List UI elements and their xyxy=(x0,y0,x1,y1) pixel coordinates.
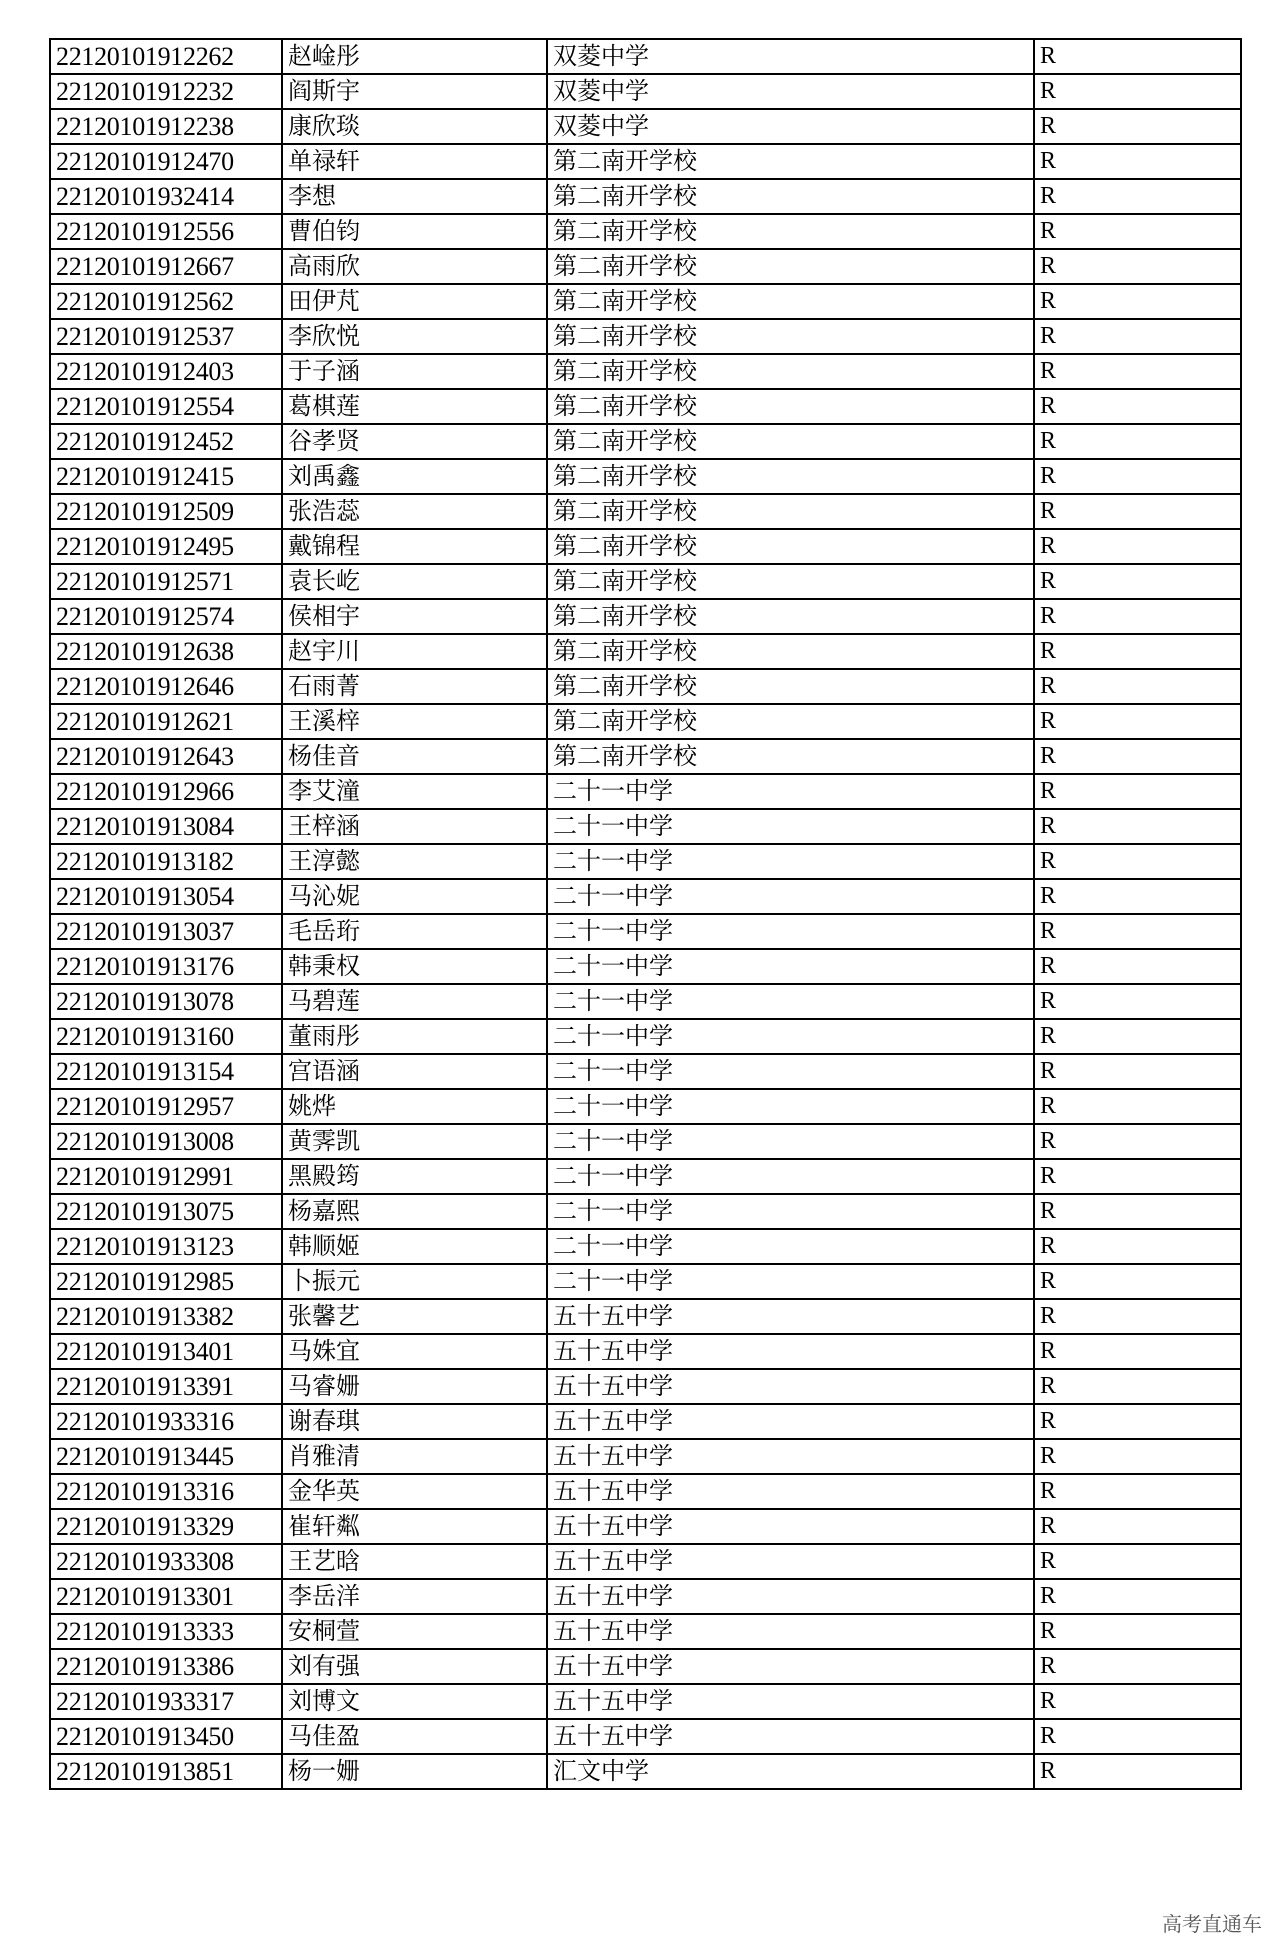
student-name-cell: 刘禹鑫 xyxy=(282,459,547,494)
school-cell: 双菱中学 xyxy=(547,39,1034,74)
grade-cell: R xyxy=(1034,494,1241,529)
table-row xyxy=(50,599,1241,634)
student-name-cell: 杨一姗 xyxy=(282,1754,547,1789)
student-name-cell: 王淳懿 xyxy=(282,844,547,879)
school-cell: 五十五中学 xyxy=(547,1299,1034,1334)
student-id-cell: 22120101912495 xyxy=(50,529,282,564)
school-cell: 二十一中学 xyxy=(547,879,1034,914)
grade-cell: R xyxy=(1034,74,1241,109)
table-row xyxy=(50,109,1241,144)
table-row xyxy=(50,214,1241,249)
student-name-cell: 刘博文 xyxy=(282,1684,547,1719)
student-id-cell: 22120101913333 xyxy=(50,1614,282,1649)
student-id-cell: 22120101913084 xyxy=(50,809,282,844)
table-row xyxy=(50,144,1241,179)
student-name-cell: 黄霁凯 xyxy=(282,1124,547,1159)
table-row xyxy=(50,1649,1241,1684)
table-row xyxy=(50,1439,1241,1474)
school-cell: 五十五中学 xyxy=(547,1719,1034,1754)
student-id-cell: 22120101913176 xyxy=(50,949,282,984)
student-name-cell: 阎斯宇 xyxy=(282,74,547,109)
student-name-cell: 卜振元 xyxy=(282,1264,547,1299)
table-row xyxy=(50,949,1241,984)
student-id-cell: 22120101913386 xyxy=(50,1649,282,1684)
table-row xyxy=(50,1124,1241,1159)
student-id-cell: 22120101912571 xyxy=(50,564,282,599)
student-id-cell: 22120101913445 xyxy=(50,1439,282,1474)
student-name-cell: 毛岳珩 xyxy=(282,914,547,949)
student-id-cell: 22120101933317 xyxy=(50,1684,282,1719)
school-cell: 第二南开学校 xyxy=(547,634,1034,669)
table-row xyxy=(50,879,1241,914)
table-row xyxy=(50,1159,1241,1194)
table-row xyxy=(50,179,1241,214)
school-cell: 五十五中学 xyxy=(547,1544,1034,1579)
student-id-cell: 22120101913182 xyxy=(50,844,282,879)
table-row xyxy=(50,1404,1241,1439)
grade-cell: R xyxy=(1034,284,1241,319)
grade-cell: R xyxy=(1034,459,1241,494)
school-cell: 第二南开学校 xyxy=(547,459,1034,494)
student-id-cell: 22120101933316 xyxy=(50,1404,282,1439)
student-id-cell: 22120101912646 xyxy=(50,669,282,704)
school-cell: 第二南开学校 xyxy=(547,739,1034,774)
student-id-cell: 22120101913382 xyxy=(50,1299,282,1334)
grade-cell: R xyxy=(1034,1369,1241,1404)
student-name-cell: 于子涵 xyxy=(282,354,547,389)
student-name-cell: 张浩蕊 xyxy=(282,494,547,529)
student-name-cell: 戴锦程 xyxy=(282,529,547,564)
student-id-cell: 22120101912232 xyxy=(50,74,282,109)
student-name-cell: 袁长屹 xyxy=(282,564,547,599)
grade-cell: R xyxy=(1034,1509,1241,1544)
grade-cell: R xyxy=(1034,1054,1241,1089)
school-cell: 第二南开学校 xyxy=(547,494,1034,529)
student-name-cell: 赵崯彤 xyxy=(282,39,547,74)
school-cell: 第二南开学校 xyxy=(547,354,1034,389)
table-row xyxy=(50,634,1241,669)
school-cell: 五十五中学 xyxy=(547,1649,1034,1684)
table-row xyxy=(50,74,1241,109)
table-row xyxy=(50,809,1241,844)
table-row xyxy=(50,1684,1241,1719)
student-name-cell: 马睿姗 xyxy=(282,1369,547,1404)
table-row xyxy=(50,914,1241,949)
school-cell: 第二南开学校 xyxy=(547,599,1034,634)
student-name-cell: 谢春琪 xyxy=(282,1404,547,1439)
grade-cell: R xyxy=(1034,1614,1241,1649)
student-id-cell: 22120101912554 xyxy=(50,389,282,424)
student-name-cell: 杨佳音 xyxy=(282,739,547,774)
grade-cell: R xyxy=(1034,179,1241,214)
school-cell: 五十五中学 xyxy=(547,1334,1034,1369)
school-cell: 第二南开学校 xyxy=(547,144,1034,179)
student-name-cell: 宫语涵 xyxy=(282,1054,547,1089)
student-name-cell: 安桐萱 xyxy=(282,1614,547,1649)
table-row xyxy=(50,1229,1241,1264)
school-cell: 第二南开学校 xyxy=(547,319,1034,354)
roster-table xyxy=(49,38,1242,1790)
grade-cell: R xyxy=(1034,1334,1241,1369)
student-name-cell: 石雨菁 xyxy=(282,669,547,704)
school-cell: 二十一中学 xyxy=(547,1054,1034,1089)
school-cell: 二十一中学 xyxy=(547,809,1034,844)
school-cell: 二十一中学 xyxy=(547,949,1034,984)
roster-table-body xyxy=(50,39,1241,1789)
table-row xyxy=(50,1054,1241,1089)
table-row xyxy=(50,1264,1241,1299)
student-id-cell: 22120101912621 xyxy=(50,704,282,739)
student-name-cell: 王溪梓 xyxy=(282,704,547,739)
table-row xyxy=(50,1754,1241,1789)
grade-cell: R xyxy=(1034,704,1241,739)
school-cell: 第二南开学校 xyxy=(547,564,1034,599)
student-id-cell: 22120101913160 xyxy=(50,1019,282,1054)
school-cell: 第二南开学校 xyxy=(547,214,1034,249)
school-cell: 五十五中学 xyxy=(547,1614,1034,1649)
student-name-cell: 马沁妮 xyxy=(282,879,547,914)
school-cell: 第二南开学校 xyxy=(547,389,1034,424)
student-name-cell: 崔轩粼 xyxy=(282,1509,547,1544)
student-name-cell: 侯相宇 xyxy=(282,599,547,634)
grade-cell: R xyxy=(1034,564,1241,599)
grade-cell: R xyxy=(1034,914,1241,949)
school-cell: 二十一中学 xyxy=(547,1159,1034,1194)
student-name-cell: 董雨彤 xyxy=(282,1019,547,1054)
school-cell: 二十一中学 xyxy=(547,914,1034,949)
student-id-cell: 22120101932414 xyxy=(50,179,282,214)
student-id-cell: 22120101912667 xyxy=(50,249,282,284)
student-name-cell: 赵宇川 xyxy=(282,634,547,669)
student-id-cell: 22120101913301 xyxy=(50,1579,282,1614)
grade-cell: R xyxy=(1034,1754,1241,1789)
grade-cell: R xyxy=(1034,1579,1241,1614)
grade-cell: R xyxy=(1034,1474,1241,1509)
school-cell: 二十一中学 xyxy=(547,1089,1034,1124)
student-name-cell: 高雨欣 xyxy=(282,249,547,284)
table-row xyxy=(50,249,1241,284)
grade-cell: R xyxy=(1034,109,1241,144)
table-row xyxy=(50,1019,1241,1054)
student-name-cell: 黑殿筠 xyxy=(282,1159,547,1194)
student-id-cell: 22120101913851 xyxy=(50,1754,282,1789)
table-row xyxy=(50,424,1241,459)
student-id-cell: 22120101912638 xyxy=(50,634,282,669)
table-row xyxy=(50,1719,1241,1754)
student-name-cell: 韩秉权 xyxy=(282,949,547,984)
table-row xyxy=(50,529,1241,564)
student-name-cell: 马碧莲 xyxy=(282,984,547,1019)
student-id-cell: 22120101912562 xyxy=(50,284,282,319)
table-row xyxy=(50,459,1241,494)
grade-cell: R xyxy=(1034,1194,1241,1229)
table-row xyxy=(50,1334,1241,1369)
student-name-cell: 马佳盈 xyxy=(282,1719,547,1754)
grade-cell: R xyxy=(1034,354,1241,389)
table-row xyxy=(50,354,1241,389)
school-cell: 第二南开学校 xyxy=(547,424,1034,459)
grade-cell: R xyxy=(1034,1089,1241,1124)
school-cell: 第二南开学校 xyxy=(547,284,1034,319)
school-cell: 二十一中学 xyxy=(547,774,1034,809)
grade-cell: R xyxy=(1034,634,1241,669)
grade-cell: R xyxy=(1034,669,1241,704)
student-id-cell: 22120101913037 xyxy=(50,914,282,949)
student-name-cell: 韩顺姬 xyxy=(282,1229,547,1264)
student-id-cell: 22120101913450 xyxy=(50,1719,282,1754)
student-name-cell: 谷孝贤 xyxy=(282,424,547,459)
table-row xyxy=(50,1369,1241,1404)
school-cell: 双菱中学 xyxy=(547,109,1034,144)
grade-cell: R xyxy=(1034,1544,1241,1579)
school-cell: 五十五中学 xyxy=(547,1439,1034,1474)
grade-cell: R xyxy=(1034,879,1241,914)
grade-cell: R xyxy=(1034,1019,1241,1054)
grade-cell: R xyxy=(1034,949,1241,984)
student-name-cell: 李欣悦 xyxy=(282,319,547,354)
school-cell: 第二南开学校 xyxy=(547,179,1034,214)
student-id-cell: 22120101913054 xyxy=(50,879,282,914)
student-name-cell: 李岳洋 xyxy=(282,1579,547,1614)
grade-cell: R xyxy=(1034,1264,1241,1299)
student-name-cell: 李艾潼 xyxy=(282,774,547,809)
school-cell: 五十五中学 xyxy=(547,1404,1034,1439)
grade-cell: R xyxy=(1034,319,1241,354)
student-id-cell: 22120101912991 xyxy=(50,1159,282,1194)
table-row xyxy=(50,1474,1241,1509)
grade-cell: R xyxy=(1034,1299,1241,1334)
table-row xyxy=(50,984,1241,1019)
student-name-cell: 曹伯钧 xyxy=(282,214,547,249)
student-name-cell: 刘有强 xyxy=(282,1649,547,1684)
table-row xyxy=(50,494,1241,529)
student-name-cell: 王艺晗 xyxy=(282,1544,547,1579)
school-cell: 二十一中学 xyxy=(547,844,1034,879)
student-id-cell: 22120101912470 xyxy=(50,144,282,179)
table-row xyxy=(50,284,1241,319)
student-id-cell: 22120101912238 xyxy=(50,109,282,144)
table-row xyxy=(50,1089,1241,1124)
student-name-cell: 马姝宜 xyxy=(282,1334,547,1369)
grade-cell: R xyxy=(1034,529,1241,564)
student-id-cell: 22120101913329 xyxy=(50,1509,282,1544)
grade-cell: R xyxy=(1034,1719,1241,1754)
grade-cell: R xyxy=(1034,844,1241,879)
student-id-cell: 22120101913316 xyxy=(50,1474,282,1509)
grade-cell: R xyxy=(1034,249,1241,284)
grade-cell: R xyxy=(1034,1439,1241,1474)
student-name-cell: 单禄轩 xyxy=(282,144,547,179)
student-name-cell: 康欣琰 xyxy=(282,109,547,144)
student-name-cell: 王梓涵 xyxy=(282,809,547,844)
grade-cell: R xyxy=(1034,1404,1241,1439)
school-cell: 五十五中学 xyxy=(547,1684,1034,1719)
table-row xyxy=(50,669,1241,704)
student-id-cell: 22120101933308 xyxy=(50,1544,282,1579)
student-id-cell: 22120101913123 xyxy=(50,1229,282,1264)
grade-cell: R xyxy=(1034,214,1241,249)
grade-cell: R xyxy=(1034,1124,1241,1159)
student-name-cell: 金华英 xyxy=(282,1474,547,1509)
grade-cell: R xyxy=(1034,1229,1241,1264)
table-row xyxy=(50,1194,1241,1229)
table-row xyxy=(50,1579,1241,1614)
school-cell: 第二南开学校 xyxy=(547,704,1034,739)
watermark-text: 高考直通车 xyxy=(1162,1912,1262,1936)
student-name-cell: 张馨艺 xyxy=(282,1299,547,1334)
school-cell: 二十一中学 xyxy=(547,1124,1034,1159)
student-id-cell: 22120101912957 xyxy=(50,1089,282,1124)
student-id-cell: 22120101912556 xyxy=(50,214,282,249)
table-row xyxy=(50,1544,1241,1579)
student-id-cell: 22120101912452 xyxy=(50,424,282,459)
student-id-cell: 22120101913154 xyxy=(50,1054,282,1089)
school-cell: 双菱中学 xyxy=(547,74,1034,109)
table-row xyxy=(50,844,1241,879)
table-row xyxy=(50,1299,1241,1334)
school-cell: 五十五中学 xyxy=(547,1509,1034,1544)
grade-cell: R xyxy=(1034,774,1241,809)
student-id-cell: 22120101912537 xyxy=(50,319,282,354)
grade-cell: R xyxy=(1034,739,1241,774)
student-id-cell: 22120101912985 xyxy=(50,1264,282,1299)
school-cell: 五十五中学 xyxy=(547,1474,1034,1509)
table-row xyxy=(50,1614,1241,1649)
student-name-cell: 杨嘉熙 xyxy=(282,1194,547,1229)
table-row xyxy=(50,319,1241,354)
table-row xyxy=(50,704,1241,739)
school-cell: 第二南开学校 xyxy=(547,249,1034,284)
table-row xyxy=(50,39,1241,74)
table-row xyxy=(50,564,1241,599)
school-cell: 第二南开学校 xyxy=(547,669,1034,704)
student-id-cell: 22120101912643 xyxy=(50,739,282,774)
grade-cell: R xyxy=(1034,984,1241,1019)
student-id-cell: 22120101912574 xyxy=(50,599,282,634)
student-id-cell: 22120101912262 xyxy=(50,39,282,74)
school-cell: 五十五中学 xyxy=(547,1369,1034,1404)
student-name-cell: 李想 xyxy=(282,179,547,214)
student-id-cell: 22120101912415 xyxy=(50,459,282,494)
table-row xyxy=(50,774,1241,809)
grade-cell: R xyxy=(1034,424,1241,459)
grade-cell: R xyxy=(1034,809,1241,844)
student-id-cell: 22120101912966 xyxy=(50,774,282,809)
grade-cell: R xyxy=(1034,39,1241,74)
grade-cell: R xyxy=(1034,1684,1241,1719)
school-cell: 第二南开学校 xyxy=(547,529,1034,564)
student-name-cell: 肖雅清 xyxy=(282,1439,547,1474)
table-row xyxy=(50,739,1241,774)
school-cell: 二十一中学 xyxy=(547,1019,1034,1054)
school-cell: 汇文中学 xyxy=(547,1754,1034,1789)
student-id-cell: 22120101913391 xyxy=(50,1369,282,1404)
school-cell: 二十一中学 xyxy=(547,1194,1034,1229)
school-cell: 二十一中学 xyxy=(547,1229,1034,1264)
school-cell: 二十一中学 xyxy=(547,984,1034,1019)
student-id-cell: 22120101912509 xyxy=(50,494,282,529)
grade-cell: R xyxy=(1034,1159,1241,1194)
student-id-cell: 22120101913075 xyxy=(50,1194,282,1229)
table-row xyxy=(50,1509,1241,1544)
grade-cell: R xyxy=(1034,144,1241,179)
grade-cell: R xyxy=(1034,1649,1241,1684)
school-cell: 二十一中学 xyxy=(547,1264,1034,1299)
student-id-cell: 22120101913401 xyxy=(50,1334,282,1369)
student-name-cell: 葛棋莲 xyxy=(282,389,547,424)
grade-cell: R xyxy=(1034,599,1241,634)
table-row xyxy=(50,389,1241,424)
student-id-cell: 22120101913008 xyxy=(50,1124,282,1159)
grade-cell: R xyxy=(1034,389,1241,424)
student-id-cell: 22120101912403 xyxy=(50,354,282,389)
student-id-cell: 22120101913078 xyxy=(50,984,282,1019)
student-name-cell: 姚烨 xyxy=(282,1089,547,1124)
student-name-cell: 田伊芃 xyxy=(282,284,547,319)
school-cell: 五十五中学 xyxy=(547,1579,1034,1614)
